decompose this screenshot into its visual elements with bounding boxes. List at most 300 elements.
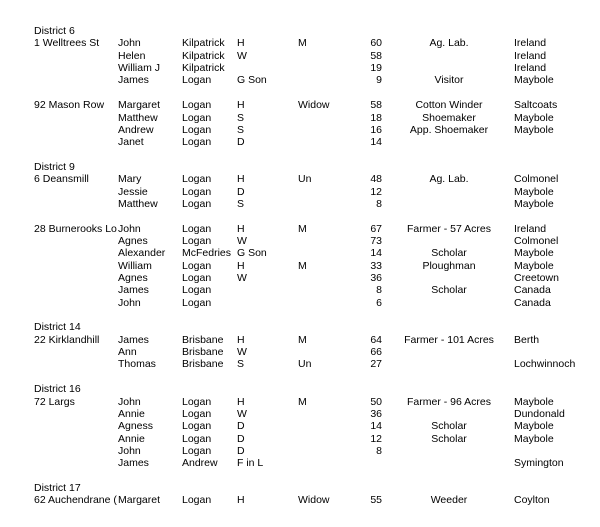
age-cell: 6 [376, 296, 382, 309]
first-name-cell: Thomas [118, 358, 156, 371]
first-name-cell: John [118, 37, 141, 50]
occupation-cell: Farmer - 96 Acres [406, 395, 492, 408]
relation-cell: H [237, 333, 245, 346]
address-cell: District 9 [34, 160, 75, 173]
relation-cell: H [237, 222, 245, 235]
marital-status-cell: M [298, 259, 307, 272]
birthplace-cell: Ireland [514, 49, 547, 62]
relation-cell [237, 297, 297, 309]
address-cell [34, 371, 117, 383]
table-row [0, 210, 600, 222]
first-name-cell: James [118, 74, 149, 87]
surname-cell: Brisbane [182, 358, 224, 371]
birthplace-cell: Berth [514, 333, 540, 346]
relation-cell: W [237, 407, 247, 420]
relation-cell [237, 87, 297, 99]
address-cell: 28 Burnerooks Lo [34, 222, 117, 235]
table-row [0, 173, 600, 185]
table-row [0, 62, 600, 74]
first-name-cell: Agnes [118, 234, 148, 247]
birthplace-cell: Lochwinnoch [514, 358, 576, 371]
age-cell: 18 [370, 111, 382, 124]
birthplace-cell: Colmonel [514, 234, 559, 247]
address-cell [34, 87, 117, 99]
table-row [0, 161, 600, 173]
table-row [0, 198, 600, 210]
age-cell: 58 [370, 99, 382, 112]
address-cell: 6 Deansmill [34, 173, 89, 186]
age-cell: 66 [370, 346, 382, 359]
occupation-cell: Ploughman [422, 259, 476, 272]
age-cell: 27 [370, 358, 382, 371]
table-row [0, 235, 600, 247]
first-name-cell: Annie [118, 407, 145, 420]
occupation-cell [388, 309, 510, 321]
birthplace-cell [514, 136, 600, 148]
birthplace-cell: Dundonald [514, 407, 565, 420]
age-cell: 8 [376, 197, 382, 210]
age-cell [330, 470, 382, 482]
occupation-cell [388, 235, 510, 247]
relation-cell: F in L [237, 457, 264, 470]
surname-cell: Logan [182, 173, 212, 186]
first-name-cell [118, 371, 181, 383]
birthplace-cell: Coylton [514, 494, 550, 507]
table-row [0, 383, 600, 395]
first-name-cell [118, 25, 181, 37]
relation-cell: H [237, 395, 245, 408]
surname-cell: Logan [182, 395, 212, 408]
relation-cell: S [237, 197, 245, 210]
age-cell: 14 [370, 136, 382, 149]
surname-cell: Logan [182, 420, 212, 433]
birthplace-cell [514, 371, 600, 383]
address-cell [34, 112, 117, 124]
occupation-cell [388, 210, 510, 222]
address-cell [34, 74, 117, 86]
address-cell [34, 420, 117, 432]
age-cell: 8 [376, 444, 382, 457]
table-row [0, 124, 600, 136]
occupation-cell: Ag. Lab. [429, 37, 469, 50]
relation-cell: H [237, 259, 245, 272]
occupation-cell [388, 272, 510, 284]
address-cell [34, 309, 117, 321]
address-cell: 1 Welltrees St [34, 37, 100, 50]
birthplace-cell [514, 383, 600, 395]
table-row [0, 87, 600, 99]
age-cell: 36 [370, 407, 382, 420]
occupation-cell [388, 161, 510, 173]
table-row [0, 482, 600, 494]
table-row [0, 470, 600, 482]
occupation-cell: Scholar [431, 420, 467, 433]
table-row [0, 50, 600, 62]
age-cell: 48 [370, 173, 382, 186]
birthplace-cell: Maybole [514, 432, 554, 445]
relation-cell [237, 309, 297, 321]
birthplace-cell: Canada [514, 284, 551, 297]
birthplace-cell: Maybole [514, 247, 554, 260]
address-cell [34, 149, 117, 161]
address-cell [34, 408, 117, 420]
first-name-cell: Mary [118, 173, 142, 186]
occupation-cell [388, 321, 510, 333]
age-cell [330, 457, 382, 469]
table-row [0, 396, 600, 408]
surname-cell: Brisbane [182, 333, 224, 346]
birthplace-cell: Ireland [514, 62, 547, 74]
birthplace-cell [514, 149, 600, 161]
address-cell [34, 358, 117, 370]
occupation-cell: Scholar [431, 432, 467, 445]
surname-cell: Logan [182, 259, 212, 272]
occupation-cell: Weeder [430, 494, 468, 507]
occupation-cell [388, 482, 510, 494]
age-cell: 64 [370, 333, 382, 346]
age-cell [330, 482, 382, 494]
relation-cell: W [237, 346, 247, 359]
first-name-cell [118, 161, 181, 173]
surname-cell: Logan [182, 185, 212, 198]
birthplace-cell: Maybole [514, 420, 554, 433]
address-cell: District 6 [34, 25, 75, 37]
relation-cell: W [237, 49, 247, 62]
surname-cell: Logan [182, 197, 212, 210]
birthplace-cell: Creetown [514, 272, 559, 284]
relation-cell: D [237, 136, 245, 149]
address-cell [34, 186, 117, 198]
surname-cell [182, 25, 236, 37]
relation-cell [237, 321, 297, 333]
birthplace-cell [514, 321, 600, 333]
relation-cell [237, 371, 297, 383]
address-cell [34, 346, 117, 358]
occupation-cell: Visitor [434, 74, 464, 87]
first-name-cell [118, 149, 181, 161]
age-cell [330, 210, 382, 222]
surname-cell: Logan [182, 284, 212, 297]
table-row [0, 334, 600, 346]
birthplace-cell: Ireland [514, 222, 547, 235]
first-name-cell [118, 210, 181, 222]
relation-cell [237, 482, 297, 494]
age-cell: 55 [370, 494, 382, 507]
relation-cell [237, 210, 297, 222]
address-cell: 22 Kirklandhill [34, 333, 100, 346]
occupation-cell [388, 50, 510, 62]
surname-cell: Brisbane [182, 346, 224, 359]
address-cell [34, 433, 117, 445]
occupation-cell [388, 346, 510, 358]
first-name-cell: John [118, 222, 141, 235]
surname-cell: Logan [182, 272, 212, 284]
surname-cell [182, 383, 236, 395]
age-cell: 12 [370, 185, 382, 198]
first-name-cell [118, 470, 181, 482]
table-row [0, 309, 600, 321]
address-cell: 72 Largs [34, 395, 75, 408]
surname-cell: Logan [182, 296, 212, 309]
first-name-cell [118, 383, 181, 395]
occupation-cell [388, 62, 510, 74]
age-cell [330, 149, 382, 161]
surname-cell: Logan [182, 222, 212, 235]
surname-cell: Logan [182, 123, 212, 136]
address-cell: 62 Auchendrane ( [34, 494, 117, 507]
table-row [0, 284, 600, 296]
surname-cell [182, 161, 236, 173]
first-name-cell: Jessie [118, 185, 148, 198]
occupation-cell [388, 383, 510, 395]
table-row [0, 297, 600, 309]
occupation-cell [388, 198, 510, 210]
occupation-cell [388, 358, 510, 370]
first-name-cell: Alexander [118, 247, 166, 260]
first-name-cell: Matthew [118, 111, 158, 124]
age-cell: 36 [370, 272, 382, 284]
age-cell: 14 [370, 420, 382, 433]
relation-cell: H [237, 494, 245, 507]
first-name-cell: William [118, 259, 152, 272]
relation-cell: H [237, 37, 245, 50]
address-cell [34, 457, 117, 469]
birthplace-cell: Maybole [514, 74, 554, 87]
first-name-cell: Margaret [118, 99, 161, 112]
age-cell: 14 [370, 247, 382, 260]
marital-status-cell: Un [298, 358, 312, 371]
relation-cell [237, 161, 297, 173]
occupation-cell [388, 149, 510, 161]
surname-cell: Logan [182, 136, 212, 149]
first-name-cell: John [118, 395, 141, 408]
first-name-cell: John [118, 296, 141, 309]
marital-status-cell: M [298, 333, 307, 346]
marital-status-cell: Widow [298, 494, 330, 507]
birthplace-cell [514, 346, 600, 358]
occupation-cell [388, 186, 510, 198]
occupation-cell [388, 25, 510, 37]
first-name-cell: Annie [118, 432, 145, 445]
first-name-cell: Helen [118, 49, 146, 62]
table-row [0, 247, 600, 259]
birthplace-cell [514, 161, 600, 173]
occupation-cell [388, 470, 510, 482]
age-cell: 58 [370, 49, 382, 62]
birthplace-cell [514, 210, 600, 222]
relation-cell: D [237, 444, 245, 457]
first-name-cell: James [118, 284, 149, 297]
age-cell [330, 25, 382, 37]
birthplace-cell [514, 309, 600, 321]
age-cell [330, 321, 382, 333]
birthplace-cell: Canada [514, 296, 551, 309]
occupation-cell [388, 371, 510, 383]
marital-status-cell: Un [298, 173, 312, 186]
address-cell: District 14 [34, 321, 81, 334]
birthplace-cell: Maybole [514, 123, 554, 136]
address-cell [34, 50, 117, 62]
relation-cell: W [237, 272, 247, 284]
relation-cell: D [237, 185, 245, 198]
first-name-cell: John [118, 444, 141, 457]
first-name-cell: Margaret [118, 494, 161, 507]
occupation-cell: App. Shoemaker [409, 123, 489, 136]
age-cell: 60 [370, 37, 382, 50]
relation-cell [237, 383, 297, 395]
birthplace-cell: Maybole [514, 259, 554, 272]
table-row [0, 37, 600, 49]
age-cell [330, 161, 382, 173]
relation-cell: H [237, 173, 245, 186]
birthplace-cell [514, 482, 600, 494]
birthplace-cell [514, 445, 600, 457]
address-cell [34, 124, 117, 136]
relation-cell: D [237, 432, 245, 445]
address-cell [34, 284, 117, 296]
occupation-cell [388, 457, 510, 469]
birthplace-cell: Maybole [514, 111, 554, 124]
relation-cell [237, 62, 297, 74]
table-row [0, 457, 600, 469]
birthplace-cell: Maybole [514, 185, 554, 198]
birthplace-cell [514, 25, 600, 37]
relation-cell: S [237, 111, 245, 124]
table-row [0, 112, 600, 124]
surname-cell [182, 470, 236, 482]
age-cell: 67 [370, 222, 382, 235]
table-row [0, 260, 600, 272]
first-name-cell [118, 309, 181, 321]
birthplace-cell: Ireland [514, 37, 547, 50]
address-cell [34, 235, 117, 247]
age-cell: 33 [370, 259, 382, 272]
surname-cell: Kilpatrick [182, 37, 225, 50]
first-name-cell: Ann [118, 346, 137, 359]
occupation-cell [388, 136, 510, 148]
table-row [0, 433, 600, 445]
first-name-cell: Agness [118, 420, 154, 433]
occupation-cell [388, 408, 510, 420]
table-row [0, 358, 600, 370]
relation-cell: S [237, 123, 245, 136]
age-cell [330, 371, 382, 383]
table-row [0, 445, 600, 457]
occupation-cell: Farmer - 57 Acres [406, 222, 492, 235]
age-cell: 8 [376, 284, 382, 297]
address-cell [34, 136, 117, 148]
age-cell: 73 [370, 234, 382, 247]
relation-cell [237, 284, 297, 296]
marital-status-cell: M [298, 37, 307, 50]
age-cell [330, 383, 382, 395]
occupation-cell: Scholar [431, 284, 467, 297]
marital-status-cell: Widow [298, 99, 330, 112]
table-row [0, 149, 600, 161]
table-row [0, 99, 600, 111]
occupation-cell: Farmer - 101 Acres [404, 333, 494, 346]
surname-cell: Logan [182, 444, 212, 457]
address-cell [34, 198, 117, 210]
occupation-cell [388, 445, 510, 457]
first-name-cell: Andrew [118, 123, 154, 136]
surname-cell [182, 371, 236, 383]
first-name-cell: Agnes [118, 272, 148, 284]
address-cell: District 16 [34, 383, 81, 396]
occupation-cell: Shoemaker [422, 111, 476, 124]
birthplace-cell: Saltcoats [514, 99, 558, 112]
table-row [0, 74, 600, 86]
address-cell [34, 247, 117, 259]
surname-cell: Logan [182, 494, 212, 507]
relation-cell: G Son [237, 247, 267, 260]
surname-cell: McFedries [182, 247, 232, 260]
table-row [0, 420, 600, 432]
occupation-cell: Ag. Lab. [429, 173, 469, 186]
table-row [0, 25, 600, 37]
surname-cell: Logan [182, 234, 212, 247]
birthplace-cell: Colmonel [514, 173, 559, 186]
surname-cell [182, 321, 236, 333]
marital-status-cell: M [298, 222, 307, 235]
address-cell [34, 210, 117, 222]
relation-cell [237, 149, 297, 161]
marital-status-cell: M [298, 395, 307, 408]
relation-cell: S [237, 358, 245, 371]
first-name-cell [118, 482, 181, 494]
relation-cell [237, 25, 297, 37]
age-cell [330, 309, 382, 321]
surname-cell [182, 309, 236, 321]
table-row [0, 186, 600, 198]
table-row [0, 136, 600, 148]
surname-cell [182, 210, 236, 222]
first-name-cell [118, 321, 181, 333]
surname-cell: Logan [182, 111, 212, 124]
surname-cell: Logan [182, 74, 212, 87]
birthplace-cell [514, 470, 600, 482]
surname-cell [182, 149, 236, 161]
occupation-cell [388, 297, 510, 309]
surname-cell: Logan [182, 99, 212, 112]
occupation-cell: Cotton Winder [415, 99, 483, 112]
age-cell [330, 87, 382, 99]
birthplace-cell: Symington [514, 457, 564, 470]
table-row [0, 321, 600, 333]
table-row [0, 494, 600, 506]
age-cell: 12 [370, 432, 382, 445]
first-name-cell: James [118, 333, 149, 346]
address-cell [34, 272, 117, 284]
relation-cell: W [237, 234, 247, 247]
first-name-cell: James [118, 457, 149, 470]
surname-cell: Logan [182, 407, 212, 420]
birthplace-cell: Maybole [514, 197, 554, 210]
first-name-cell [118, 87, 181, 99]
address-cell [34, 470, 117, 482]
table-row [0, 346, 600, 358]
relation-cell: D [237, 420, 245, 433]
address-cell [34, 260, 117, 272]
relation-cell: H [237, 99, 245, 112]
address-cell: District 17 [34, 481, 81, 494]
surname-cell: Kilpatrick [182, 62, 225, 74]
first-name-cell: William J [118, 62, 160, 74]
table-row [0, 371, 600, 383]
address-cell: 92 Mason Row [34, 99, 105, 112]
surname-cell: Logan [182, 432, 212, 445]
age-cell: 19 [370, 62, 382, 74]
